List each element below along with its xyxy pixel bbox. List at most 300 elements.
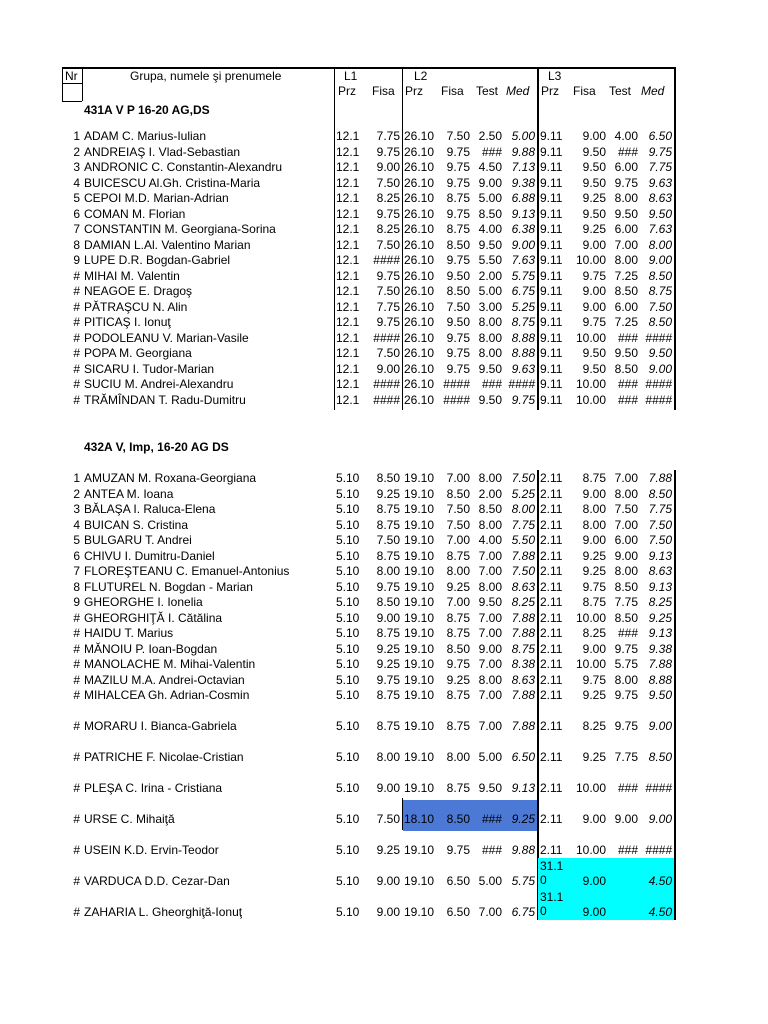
cell-l3f: 8.00 [582,518,606,532]
cell-l3m: 9.00 [648,361,672,376]
cell-l1f: 9.00 [376,611,400,625]
cell-l2t: 8.50 [478,502,502,516]
header-l3-prz: Prz [541,84,559,98]
cell-nr: # [73,688,80,702]
cell-nr: 5 [73,533,80,547]
cell-l3t: 9.75 [614,688,638,702]
cell-l3t: 8.00 [614,487,638,501]
cell-l1p: 5.10 [336,487,360,501]
cell-l3p: 9.11 [540,191,563,205]
header-l2-label: L2 [414,69,428,83]
cell-l1p: 12.1 [336,361,360,376]
cell-nr: 8 [73,580,80,594]
cell-l2m: 8.75 [511,315,535,329]
cell-l2m: 7.88 [511,688,535,702]
cell-l3m: 7.75 [648,502,672,516]
header-l3-med: Med [641,84,665,98]
cell-l3m: 4.50 [648,905,672,919]
cell-l2t: 8.50 [478,206,502,221]
table-row [0,518,768,533]
table-row [0,129,768,144]
cell-l3m: 9.50 [648,346,672,360]
header-l1-fisa: Fisa [372,84,395,98]
cell-l3m: 8.50 [648,750,672,764]
cell-l2t: 8.00 [478,315,502,329]
cell-l3m: 9.13 [648,549,672,563]
cell-nr: 4 [73,175,80,190]
cell-name: ZAHARIA L. Gheorghiţă-Ionuţ [84,905,243,919]
cell-l3f: 9.25 [582,549,606,563]
group-title-431a: 431A V P 16-20 AG,DS [84,103,210,117]
cell-l3f: 9.75 [582,315,606,329]
cell-l3m: 8.25 [648,595,672,609]
cell-nr: 2 [73,144,80,159]
cell-l1p: 5.10 [336,471,360,485]
cell-l3f: 9.50 [582,144,606,159]
cell-nr: 3 [73,160,80,174]
cell-l2f: 8.00 [446,750,470,764]
cell-nr: # [73,377,80,391]
table-row [0,315,768,330]
cell-l3p: 2.11 [540,487,563,501]
table-row [0,719,768,734]
cell-l2t: 7.00 [478,657,502,671]
cell-l1f: 7.50 [376,175,400,190]
table-row [0,393,768,408]
header-nr-label: Nr [65,69,78,83]
cell-name: MIHALCEA Gh. Adrian-Cosmin [84,688,250,702]
header-l2-fisa: Fisa [441,84,464,98]
cell-l2t: 3.00 [478,299,502,314]
cell-l3t [606,905,638,920]
cell-l3p: 2.11 [540,595,563,609]
cell-l3t: ### [617,392,638,407]
cell-l2f: 7.50 [446,502,470,516]
cell-l2p: 26.10 [404,129,435,143]
cell-l3f: 8.25 [582,626,606,640]
cell-l2m: 5.00 [511,129,535,143]
cell-l2p: 26.10 [404,315,435,329]
cell-l2t: 8.00 [478,330,502,345]
table-row [0,160,768,175]
cell-l1p: 12.1 [336,175,360,190]
cell-l1p: 12.1 [336,253,360,267]
cell-l2m: 9.88 [511,144,535,159]
cell-l2f: 9.75 [446,144,470,159]
cell-l3m: 9.13 [648,626,672,640]
cell-l2m: 5.50 [511,533,535,547]
table-row [0,471,768,486]
cell-l2m: 7.88 [511,626,535,640]
cell-l2p: 19.10 [404,471,435,485]
cell-l2f: 8.50 [446,642,470,656]
cell-nr: # [73,719,80,733]
cell-l3f: 10.00 [575,392,606,407]
cell-l2p: 26.10 [404,377,435,391]
cell-l3t: 8.00 [614,673,638,687]
cell-l2t: ### [481,812,502,826]
cell-l2t: 7.00 [478,564,502,578]
cell-l3t: 8.50 [614,284,638,298]
cell-nr: # [73,626,80,640]
cell-l3f: 10.00 [575,330,606,345]
cell-l2p: 26.10 [404,284,435,298]
cell-l2p: 19.10 [404,673,435,687]
cell-l2t: 8.00 [478,580,502,594]
table-row [0,269,768,284]
cell-name: GHEORGHIŢĂ I. Cătălina [84,611,223,625]
cell-nr: 7 [73,222,80,236]
cell-l3p: 2.11 [540,673,563,687]
cell-name: SICARU I. Tudor-Marian [84,361,215,376]
table-row [0,812,768,827]
cell-l3t: 7.50 [614,502,638,516]
cell-l2f: 8.75 [446,626,470,640]
cell-l1p: 5.10 [336,518,360,532]
table-row [0,642,768,657]
cell-l3f: 10.00 [575,253,606,267]
cell-l2f: 8.75 [446,191,470,205]
cell-l3p: 2.11 [540,812,563,826]
table-row [0,284,768,299]
cell-l3f: 9.25 [582,191,606,205]
cell-l3p: 2.11 [540,549,563,563]
cell-l2t: 7.00 [478,688,502,702]
cell-name: PODOLEANU V. Marian-Vasile [84,330,249,345]
cell-l2t: 7.00 [478,611,502,625]
header-l1-label: L1 [344,69,358,83]
cell-l3t: 8.00 [614,253,638,267]
cell-l3m: 7.75 [648,160,672,174]
table-row [0,688,768,703]
cell-l3m: 8.50 [648,487,672,501]
cell-nr: # [73,673,80,687]
cell-l3f: 9.25 [582,750,606,764]
cell-l2t: 9.50 [478,595,502,609]
cell-l2t: 9.50 [478,781,502,795]
cell-l2m: #### [508,377,535,391]
cell-nr: # [73,812,80,826]
cell-l2m: 8.88 [511,330,535,345]
cell-l1f: 9.25 [376,487,400,501]
cell-l2p: 26.10 [404,253,435,267]
cell-l1f: 8.75 [376,549,400,563]
cell-l3t: ### [617,626,638,640]
cell-nr: 7 [73,564,80,578]
cell-l1f: 9.25 [376,843,400,857]
table-row [0,238,768,253]
cell-l2m: 6.75 [511,905,535,919]
cell-l2p: 19.10 [404,564,435,578]
cell-l3t: 8.50 [614,611,638,625]
cell-l2f: 7.50 [446,518,470,532]
cell-l1f: 7.50 [376,533,400,547]
cell-l1p: 12.1 [336,346,360,360]
cell-l2p: 19.10 [404,533,435,547]
cell-l3f: 9.00 [582,487,606,501]
cell-l2m: 8.63 [511,673,535,687]
cell-l3m: 9.00 [648,253,672,267]
cell-l2f: 9.75 [446,361,470,376]
cell-nr: 8 [73,237,80,252]
cell-l2f: #### [443,377,470,391]
cell-name: AMUZAN M. Roxana-Georgiana [84,471,257,485]
cell-l3f: 9.00 [582,642,606,656]
header-l3-label: L3 [548,69,562,83]
cell-l3f: 8.75 [582,595,606,609]
cell-l1p: 12.1 [336,129,360,143]
cell-l2p: 19.10 [404,595,435,609]
header-l2-prz: Prz [405,84,423,98]
cell-nr: # [73,330,80,345]
cell-l3p: 2.11 [540,518,563,532]
cell-l3f: 9.75 [582,268,606,283]
cell-l1f: 8.25 [376,191,400,205]
cell-l2m: 7.88 [511,719,535,733]
cell-l1p: 5.10 [336,657,360,671]
cell-l2m: 5.75 [511,268,535,283]
cell-l3p: 2.11 [540,611,563,625]
cell-l3t: 9.50 [614,206,638,221]
cell-l2f: 9.75 [446,160,470,174]
header-l3-test: Test [609,84,632,98]
cell-l3m: 7.63 [648,222,672,236]
cell-l2p: 26.10 [404,191,435,205]
cell-l3t: 8.50 [614,580,638,594]
cell-l1f: 9.75 [376,315,400,329]
cell-l2m: 5.75 [511,874,535,888]
cell-name: DAMIAN L.Al. Valentino Marian [84,237,251,252]
cell-nr: # [73,299,80,314]
cell-l3f: 9.00 [582,237,606,252]
cell-l1f: 9.75 [376,580,400,594]
cell-nr: # [73,392,80,407]
cell-l3f: 8.00 [582,502,606,516]
cell-l2p: 19.10 [404,843,435,857]
header-nr-bottom-border [62,83,82,84]
cell-l2p: 26.10 [404,361,435,376]
table-row [0,564,768,579]
cell-l3p: 9.11 [540,268,563,283]
cell-l3p: 9.11 [540,206,563,221]
cell-l3m: 9.00 [648,719,672,733]
cell-name: HAIDU T. Marius [84,626,174,640]
cell-l3p: 31.1 0 [540,859,564,887]
cell-l1p: 5.10 [336,580,360,594]
cell-l1f: 9.00 [376,361,400,376]
cell-name: URSE C. Mihaiţă [84,812,175,826]
cell-l1f: 9.00 [376,874,400,888]
cell-l3m: 9.50 [648,688,672,702]
cell-l1p: 5.10 [336,642,360,656]
cell-l1f: 8.75 [376,502,400,516]
cell-l2p: 19.10 [404,642,435,656]
cell-l2f: 9.75 [446,253,470,267]
cell-l1f: 9.00 [376,905,400,919]
cell-l2p: 19.10 [404,781,435,795]
table-row [0,750,768,765]
cell-l2f: 7.50 [446,299,470,314]
cell-l1p: 5.10 [336,688,360,702]
table-row [0,781,768,796]
cell-l2f: 8.50 [446,812,470,826]
cell-l2t: 7.00 [478,549,502,563]
cell-name: FLOREŞTEANU C. Emanuel-Antonius [84,564,290,578]
cell-nr: # [73,611,80,625]
cell-l3t: 9.75 [614,642,638,656]
cell-l2p: 18.10 [404,812,435,826]
cell-l2f: 8.50 [446,487,470,501]
cell-l3t: 6.00 [614,533,638,547]
table-row [0,487,768,502]
cell-l3m: 6.50 [648,129,672,143]
cell-l1p: 5.10 [336,750,360,764]
cell-l3m: 8.88 [648,673,672,687]
cell-name: VARDUCA D.D. Cezar-Dan [84,874,230,888]
table-row [0,331,768,346]
cell-l2p: 19.10 [404,502,435,516]
cell-l3t: 7.00 [614,237,638,252]
cell-l1p: 5.10 [336,611,360,625]
cell-name: PITICAŞ I. Ionuţ [84,315,171,329]
cell-l3p: 9.11 [540,392,563,407]
cell-l2t: 9.50 [478,392,502,407]
cell-name: NEAGOE E. Dragoş [84,284,193,298]
cell-l3t: 4.00 [614,129,638,143]
cell-l2f: 9.75 [446,843,470,857]
cell-l2m: 8.00 [511,502,535,516]
cell-l2m: 8.63 [511,580,535,594]
cell-l2m: 9.13 [511,781,535,795]
cell-l2f: #### [443,392,470,407]
cell-nr: # [73,781,80,795]
cell-l1p: 5.10 [336,781,360,795]
cell-l3t: 6.00 [614,299,638,314]
cell-l2t: 9.50 [478,237,502,252]
cell-l1p: 5.10 [336,533,360,547]
cell-name: ANDRONIC C. Constantin-Alexandru [84,160,283,174]
cell-name: BUICESCU Al.Gh. Cristina-Maria [84,175,261,190]
cell-l3f: 10.00 [575,611,606,625]
cell-l3p: 2.11 [540,564,563,578]
cell-l2f: 8.75 [446,611,470,625]
cell-nr: 5 [73,191,80,205]
cell-l2m: 6.50 [511,750,535,764]
cell-l2m: 9.38 [511,175,535,190]
cell-l3p: 9.11 [540,377,563,391]
cell-l3p: 2.11 [540,781,563,795]
cell-l2f: 9.50 [446,268,470,283]
cell-l1p: 5.10 [336,549,360,563]
cell-l2f: 7.00 [446,533,470,547]
cell-l2p: 26.10 [404,392,435,407]
cell-l3f: 10.00 [575,781,606,795]
cell-l3f: 9.00 [582,284,606,298]
cell-nr: # [73,905,80,919]
cell-l2p: 19.10 [404,657,435,671]
table-row [0,377,768,392]
cell-l3m: 7.88 [648,657,672,671]
cell-l3m: 9.75 [648,144,672,159]
cell-l2t: ### [481,144,502,159]
cell-l2p: 19.10 [404,905,435,919]
table-row [0,502,768,517]
cell-l3p: 2.11 [540,642,563,656]
cell-l3m: #### [645,392,672,407]
cell-name: PLEŞA C. Irina - Cristiana [84,781,223,795]
cell-name: MIHAI M. Valentin [84,268,180,283]
cell-l3f: 8.75 [582,471,606,485]
cell-l2f: 9.75 [446,175,470,190]
cell-l3f: 9.00 [582,874,606,888]
cell-l3m: 9.50 [648,206,672,221]
cell-l2f: 9.25 [446,580,470,594]
cell-l3f: 9.00 [582,905,606,919]
cell-l1f: 9.25 [376,657,400,671]
cell-l3t: 7.00 [614,518,638,532]
cell-l2m: 6.88 [511,191,535,205]
cell-l3p: 9.11 [540,237,563,252]
cell-name: ADAM C. Marius-Iulian [84,129,207,143]
cell-l3t: ### [617,330,638,345]
header-name-label: Grupa, numele şi prenumele [130,69,282,83]
cell-l2t: 4.00 [478,533,502,547]
cell-l3m: 4.50 [648,874,672,888]
cell-l3t: 6.00 [614,160,638,174]
cell-l1f: 9.75 [376,206,400,221]
cell-l1f: 8.75 [376,518,400,532]
table-row [0,222,768,237]
cell-l3f: 10.00 [575,377,606,391]
cell-l3t: 6.00 [614,222,638,236]
cell-l2p: 26.10 [404,160,435,174]
cell-name: TRĂMÎNDAN T. Radu-Dumitru [84,392,246,407]
cell-l2p: 26.10 [404,206,435,221]
cell-l1f: 8.00 [376,750,400,764]
cell-nr: 6 [73,206,80,221]
cell-l2m: 6.75 [511,284,535,298]
cell-l3m: 9.25 [648,611,672,625]
cell-nr: # [73,874,80,888]
cell-l2t: 4.50 [478,160,502,174]
cell-l3m: 8.63 [648,564,672,578]
cell-l2t: 2.50 [478,129,502,143]
table-row [0,145,768,160]
cell-l3f: 9.25 [582,222,606,236]
cell-name: PĂTRAŞCU N. Alin [84,299,188,314]
cell-l3t: 7.75 [614,595,638,609]
cell-l2p: 26.10 [404,268,435,283]
cell-l3m: 8.50 [648,315,672,329]
cell-l3m: 8.63 [648,191,672,205]
cell-name: CHIVU I. Dumitru-Daniel [84,549,215,563]
cell-name: CEPOI M.D. Marian-Adrian [84,191,229,205]
cell-l2p: 26.10 [404,346,435,360]
cell-l3t: 8.00 [614,564,638,578]
cell-l1f: #### [373,377,400,391]
cell-l3m: #### [645,330,672,345]
cell-l2m: 9.25 [511,812,535,826]
cell-nr: # [73,284,80,298]
cell-l3m: 9.38 [648,642,672,656]
table-row [0,362,768,377]
cell-l1f: 8.75 [376,626,400,640]
cell-l2t: 9.50 [478,361,502,376]
cell-name: CONSTANTIN M. Georgiana-Sorina [84,222,276,236]
cell-l3f: 9.25 [582,688,606,702]
cell-l2f: 8.50 [446,284,470,298]
cell-l1f: 8.50 [376,471,400,485]
